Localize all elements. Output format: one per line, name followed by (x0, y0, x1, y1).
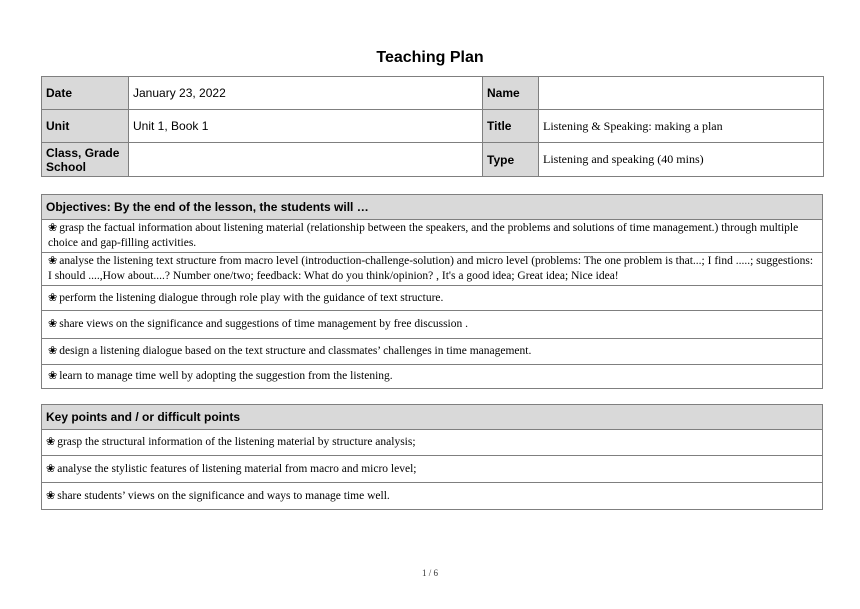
bullet-icon: ❀ (48, 291, 58, 304)
bullet-icon: ❀ (48, 345, 58, 357)
objective-text: learn to manage time well by adopting the suggestion from the listening. (59, 370, 393, 382)
objective-item (42, 339, 823, 365)
type-value: Listening and speaking (40 mins) (539, 143, 824, 177)
objective-item (42, 365, 823, 389)
bullet-icon: ❀ (48, 370, 58, 382)
objective-item (42, 253, 823, 286)
keypoints-table (41, 404, 823, 510)
name-label: Name (483, 77, 539, 110)
info-row-date (42, 77, 824, 110)
objectives-header: Objectives: By the end of the lesson, the students will … (42, 195, 823, 220)
title-label: Title (483, 110, 539, 143)
class-value (129, 143, 483, 177)
objective-item (42, 286, 823, 311)
keypoint-item (42, 483, 823, 510)
objective-item (42, 220, 823, 253)
bullet-icon: ❀ (46, 462, 56, 475)
keypoints-header: Key points and / or difficult points (42, 405, 823, 430)
keypoint-text: share students’ views on the significance and ways to manage time well. (57, 489, 390, 502)
keypoint-text: grasp the structural information of the listening material by structure analysis; (57, 436, 416, 448)
class-label: Class, Grade School (42, 143, 129, 177)
bullet-icon: ❀ (48, 255, 58, 267)
keypoint-text: analyse the stylistic features of listening material from macro and micro level; (57, 462, 417, 475)
objective-text: analyse the listening text structure from macro level (introduction-challenge-solution) and micro level (problems: The one problem is that...; I find .....; suggestions: I should ....,How about....? Number one/two; feedback: What do you think/opinion? , It's a good idea; Great idea; Nice idea! (48, 255, 814, 282)
document-title: Teaching Plan (376, 49, 484, 66)
title-value: Listening & Speaking: making a plan (539, 110, 824, 143)
bullet-icon: ❀ (48, 318, 58, 330)
date-label: Date (42, 77, 129, 110)
info-table (41, 76, 824, 177)
objective-text: grasp the factual information about listening material (relationship between the speakers, and the problems and solutions of time management.) through multiple choice and gap-filling activities. (48, 222, 799, 249)
bullet-icon: ❀ (48, 222, 58, 234)
bullet-icon: ❀ (46, 436, 56, 448)
objective-text: share views on the significance and suggestions of time management by free discussion . (59, 318, 469, 330)
info-row-class (42, 143, 824, 177)
type-label: Type (483, 143, 539, 177)
objective-text: perform the listening dialogue through role play with the guidance of text structure. (59, 291, 444, 304)
date-value: January 23, 2022 (129, 77, 483, 110)
objective-text: design a listening dialogue based on the text structure and classmates’ challenges in time management. (59, 345, 532, 357)
name-value (539, 77, 824, 110)
objective-item (42, 311, 823, 339)
bullet-icon: ❀ (46, 489, 56, 502)
page-number: 1 / 6 (421, 568, 438, 578)
keypoint-item (42, 430, 823, 456)
unit-value: Unit 1, Book 1 (129, 110, 483, 143)
objectives-table (41, 194, 823, 389)
keypoint-item (42, 456, 823, 483)
info-row-unit (42, 110, 824, 143)
unit-label: Unit (42, 110, 129, 143)
